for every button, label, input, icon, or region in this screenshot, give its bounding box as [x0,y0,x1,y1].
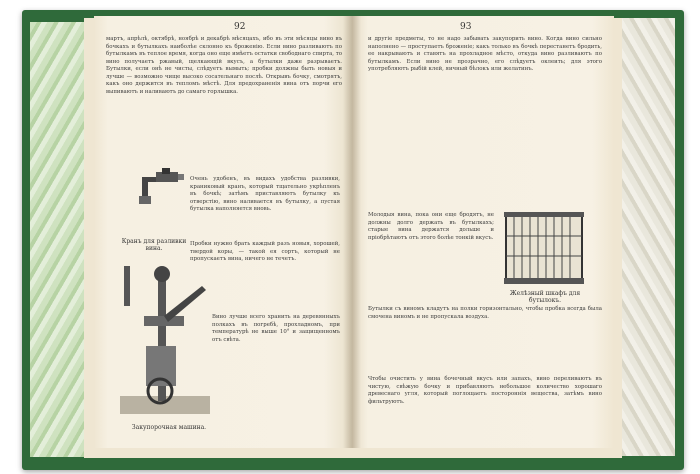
faucet-illustration [134,166,186,236]
left-paragraph-1: мартъ, апрѣлѣ, октябрѣ, ноябрѣ и декабрѣ мѣсяцахъ, ибо въ эти мѣсяцы вино въ бочкахъ и бутылкахъ наиболѣе склонно къ броженію. Если вино разливаютъ по бутылкамъ въ теплое время, когда оно еще имѣетъ остатки свободнаго спирта, то вино получаетъ ржавый, щелкающій вкусъ, а бутылки даже разрываетъ. Бутылки, если онѣ не чисты, слѣдуетъ вымыть; пробки должны быть новыя и лучше — возможно чище высоко сосательнаго послѣ. Открывъ бочку, смотрятъ, какъ оно держится въ тепломъ мѣстѣ. Для предохраненія вина отъ порчи его выпиваютъ и наливаютъ до самаго горлышка. [106,36,342,95]
right-endpaper [615,18,675,456]
left-page [94,16,352,448]
right-paragraph-1: и другіе предметы, то не надо забывать закупорить вино. Когда вино сильно наполнено — проступаетъ броженіе; какъ только въ бочкѣ перестанетъ бродить, ее накрываютъ и ставятъ на прохладное мѣсто, откуда вино разливаютъ по бутылкамъ. Если вино не прозрачно, его слѣдуетъ оклеить; для этого употребляютъ рыбій клей, яичный бѣлокъ или желатинъ. [368,36,602,72]
right-page [352,16,614,448]
book-gutter-shadow [343,16,361,448]
left-paragraph-2: Очень удобенъ, въ видахъ удобства разливки, краниковый кранъ, который тщательно укрѣпленъ въ бочкѣ; затѣмъ приставляютъ бутылку къ отверстію, вино наливается въ бутылку, а пустая бутылка наполняется вновь. [190,176,340,212]
left-page-number: 92 [234,22,246,32]
bottling-machine-illustration [114,256,214,421]
right-paragraph-4: Чтобы очистить у вина бочечный вкусъ или запахъ, вино переливаютъ въ чистую, свѣжую бочку и прибавляютъ небольшое количество хорошаго древеснаго угля, который поглощаетъ постороннія вещества, затѣмъ вино фильтруютъ. [368,376,602,405]
faucet-caption: Кранъ для разливки вина. [121,238,187,252]
right-paragraph-3: Бутылки съ виномъ кладутъ на полки горизонтально, чтобы пробка всегда была смочена виномъ и не пропускала воздуха. [368,306,602,320]
right-paragraph-2: Молодыя вина, пока они еще бродятъ, не должны долго держать въ бутылкахъ; старые вина держатся дольше и пріобрѣтаютъ отъ этого болѣе тонкій вкусъ. [368,212,494,241]
cabinet-caption: Желѣзный шкафъ для бутылокъ. [509,290,581,304]
left-paragraph-4: Вино лучше всего хранить на деревянныхъ полкахъ въ погребѣ, прохладномъ, при температурѣ не выше 10° и защищенномъ отъ свѣта. [212,314,340,343]
right-page-number: 93 [460,22,472,32]
left-endpaper [30,22,91,457]
left-paragraph-3: Пробки нужно брать каждый разъ новыя, хорошей, твердой коры, — такой ея сортъ, который не пропускаетъ вина, ничего не течетъ. [190,241,340,262]
machine-caption: Закупорочная машина. [131,424,207,431]
wine-cabinet-illustration [500,210,590,288]
